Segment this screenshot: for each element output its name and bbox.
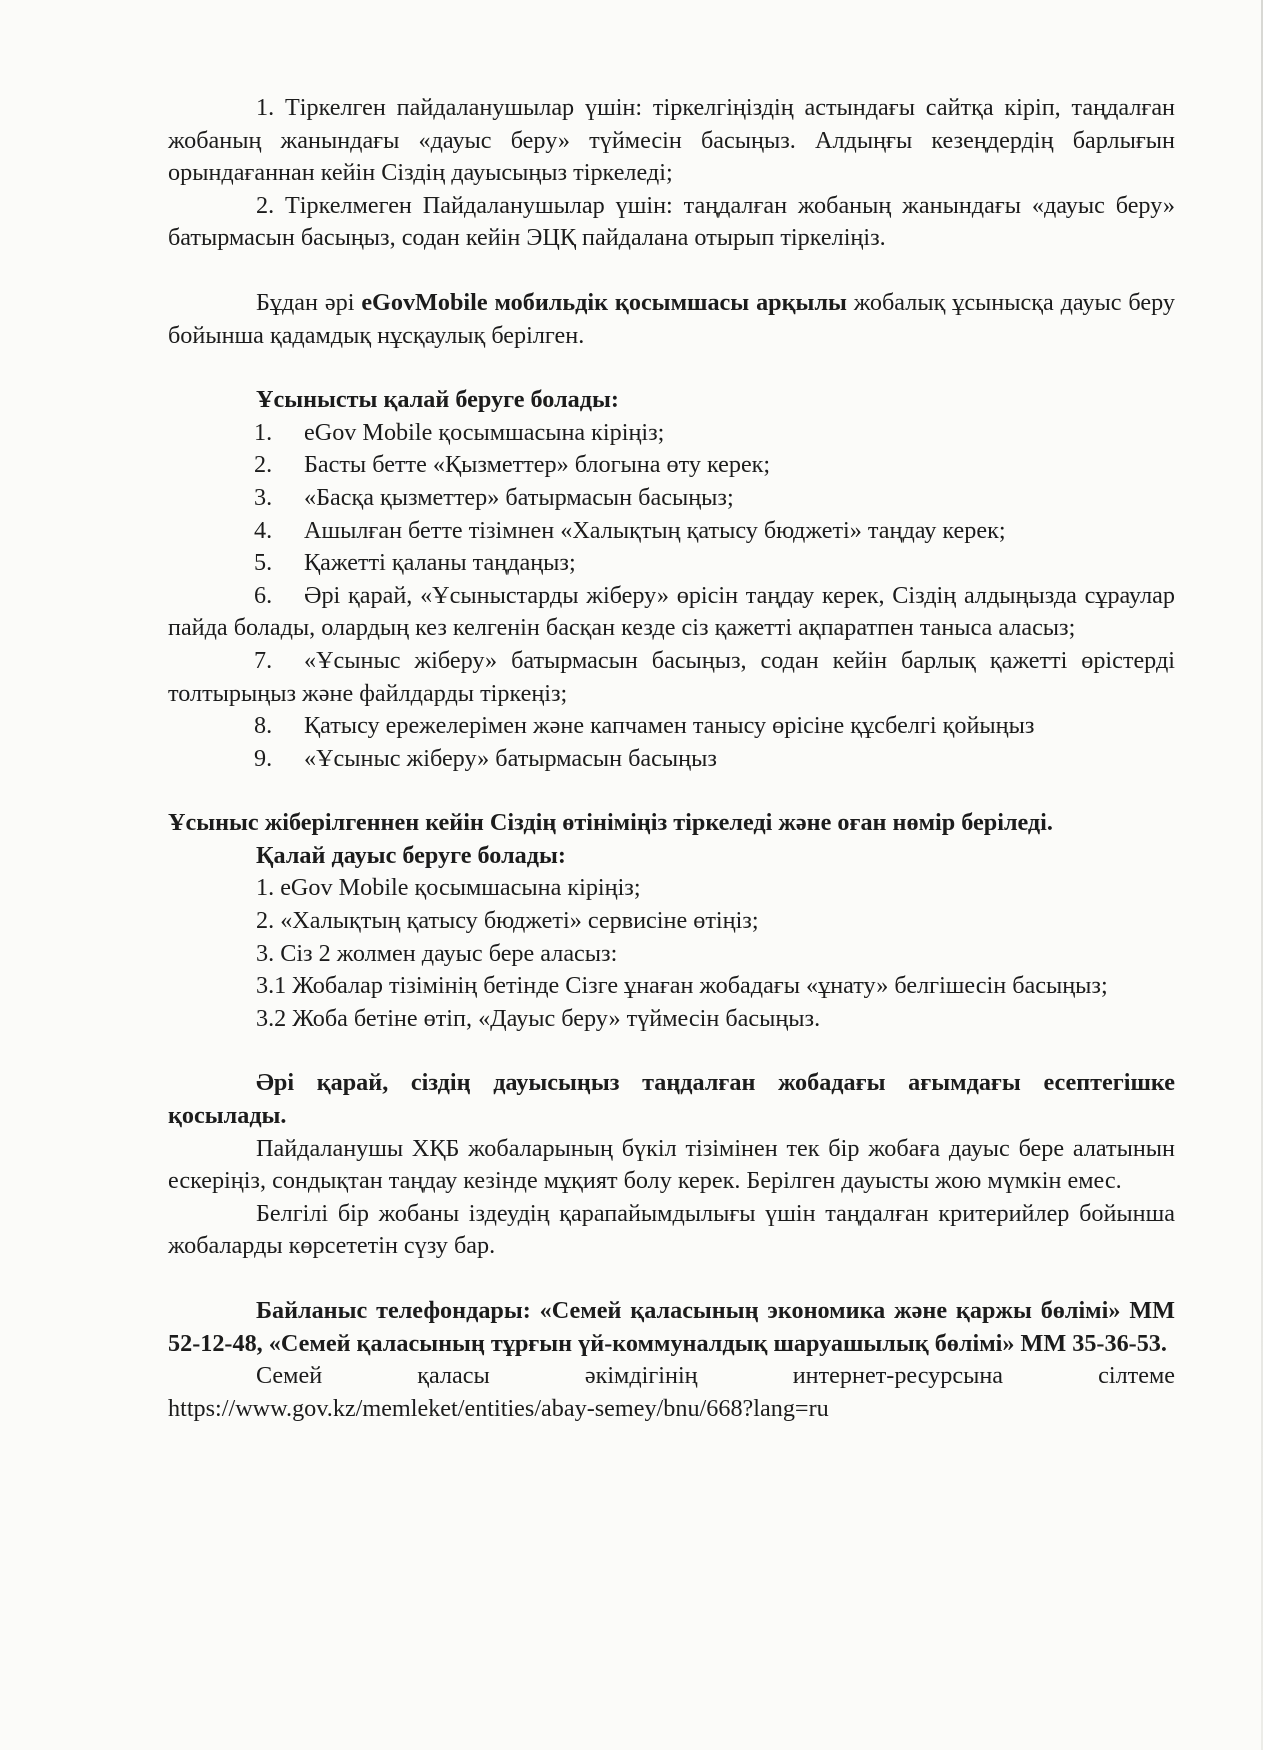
intro-post: жобалық ұсынысқа дауыс беру бойынша қадамдық нұсқаулық берілген. — [168, 288, 1175, 349]
step-text: Басты бетте «Қызметтер» блогына өту керек; — [304, 451, 771, 479]
submit-heading: Ұсынысты қалай беруге болады: — [256, 386, 619, 414]
step-text: «Ұсыныс жіберу» батырмасын басыңыз, содан кейін барлық қажетті өрістерді толтырыңыз және файлдарды тіркеңіз; — [168, 646, 1175, 707]
submit-step-4 — [168, 515, 1175, 548]
step-number: 1. — [254, 418, 273, 446]
submit-step-3 — [168, 482, 1175, 515]
akimat-link[interactable]: https://www.gov.kz/memleket/entities/abay-semey/bnu/668?lang=ru — [168, 1394, 829, 1422]
intro-pre: Бұдан әрі — [256, 288, 362, 316]
submit-step-5 — [168, 547, 1175, 580]
submit-step-7 — [168, 645, 1175, 710]
single-vote-note: Пайдаланушы ХҚБ жобаларының бүкіл тізімінен тек бір жобаға дауыс бере алатынын ескеріңіз, сондықтан таңдау кезінде мұқият болу керек. Берілген дауысты жою мүмкін емес. — [168, 1134, 1175, 1195]
vote-step-3: 3. Сіз 2 жолмен дауыс бере аласыз: — [256, 939, 618, 967]
vote-heading: Қалай дауыс беруге болады: — [256, 841, 566, 869]
vote-step-1: 1. eGov Mobile қосымшасына кіріңіз; — [256, 874, 641, 902]
step-number: 6. — [254, 581, 273, 609]
step-text: Қажетті қаланы таңдаңыз; — [304, 549, 576, 577]
step-number: 2. — [254, 451, 273, 479]
after-submit-note: Ұсыныс жіберілгеннен кейін Сіздің өтініміңіз тіркеледі және оған нөмір беріледі. — [168, 809, 1053, 837]
counter-note: Әрі қарай, сіздің дауысыңыз таңдалған жобадағы ағымдағы есептегішке қосылады. — [168, 1069, 1175, 1130]
step-number: 4. — [254, 516, 273, 544]
step-text: Ашылған бетте тізімнен «Халықтың қатысу бюджеті» таңдау керек; — [304, 516, 1006, 544]
vote-step-3-1: 3.1 Жобалар тізімінің бетінде Сізге ұнаған жобадағы «ұнату» белгішесін басыңыз; — [256, 972, 1108, 1000]
step-text: Әрі қарай, «Ұсыныстарды жіберу» өрісін таңдау керек, Сіздің алдыңызда сұраулар пайда болады, олардың кез келгенін басқан кезде сіз қажетті ақпаратпен таныса аласыз; — [168, 581, 1175, 642]
submit-step-6 — [168, 580, 1175, 645]
step-text: «Ұсыныс жіберу» батырмасын басыңыз — [304, 744, 717, 772]
step-number: 3. — [254, 483, 273, 511]
step-number: 9. — [254, 744, 273, 772]
contact-phones: Байланыс телефондары: «Семей қаласының экономика және қаржы бөлімі» ММ 52-12-48, «Семей қаласының тұрғын үй-коммуналдық шаруашылық бөлімі» ММ 35-36-53. — [168, 1297, 1175, 1357]
unregistered-users-paragraph: 2. Тіркелмеген Пайдаланушылар үшін: таңдалған жобаның жанындағы «дауыс беру» батырмасын басыңыз, содан кейін ЭЦҚ пайдалана отырып тіркеліңіз. — [168, 191, 1175, 252]
filter-note: Белгілі бір жобаны іздеудің қарапайымдылығы үшін таңдалған критерийлер бойынша жобаларды көрсететін сүзу бар. — [168, 1199, 1175, 1260]
submit-step-1 — [168, 417, 1175, 450]
submit-step-2 — [168, 449, 1175, 482]
step-text: «Басқа қызметтер» батырмасын басыңыз; — [304, 483, 734, 511]
registered-users-paragraph: 1. Тіркелген пайдаланушылар үшін: тіркелгіңіздің астындағы сайтқа кіріп, таңдалған жобаның жанындағы «дауыс беру» түймесін басыңыз. Алдыңғы кезеңдердің барлығын орындағаннан кейін Сіздің дауысыңыз тіркеледі; — [168, 94, 1175, 187]
intro-bold: eGovMobile мобильдік қосымшасы арқылы — [361, 288, 847, 316]
step-number: 8. — [254, 712, 273, 740]
submit-step-8 — [168, 710, 1175, 743]
intro-paragraph — [168, 287, 1175, 352]
vote-step-3-2: 3.2 Жоба бетіне өтіп, «Дауыс беру» түймесін басыңыз. — [256, 1004, 821, 1032]
step-number: 7. — [254, 646, 273, 674]
submit-step-9 — [168, 743, 1175, 776]
link-label: Семей қаласы әкімдігінің интернет-ресурсына сілтеме — [256, 1362, 1175, 1390]
vote-step-2: 2. «Халықтың қатысу бюджеті» сервисіне өтіңіз; — [256, 907, 759, 935]
step-text: eGov Mobile қосымшасына кіріңіз; — [304, 418, 665, 446]
step-text: Қатысу ережелерімен және капчамен танысу өрісіне құсбелгі қойыңыз — [304, 712, 1035, 740]
step-number: 5. — [254, 549, 273, 577]
